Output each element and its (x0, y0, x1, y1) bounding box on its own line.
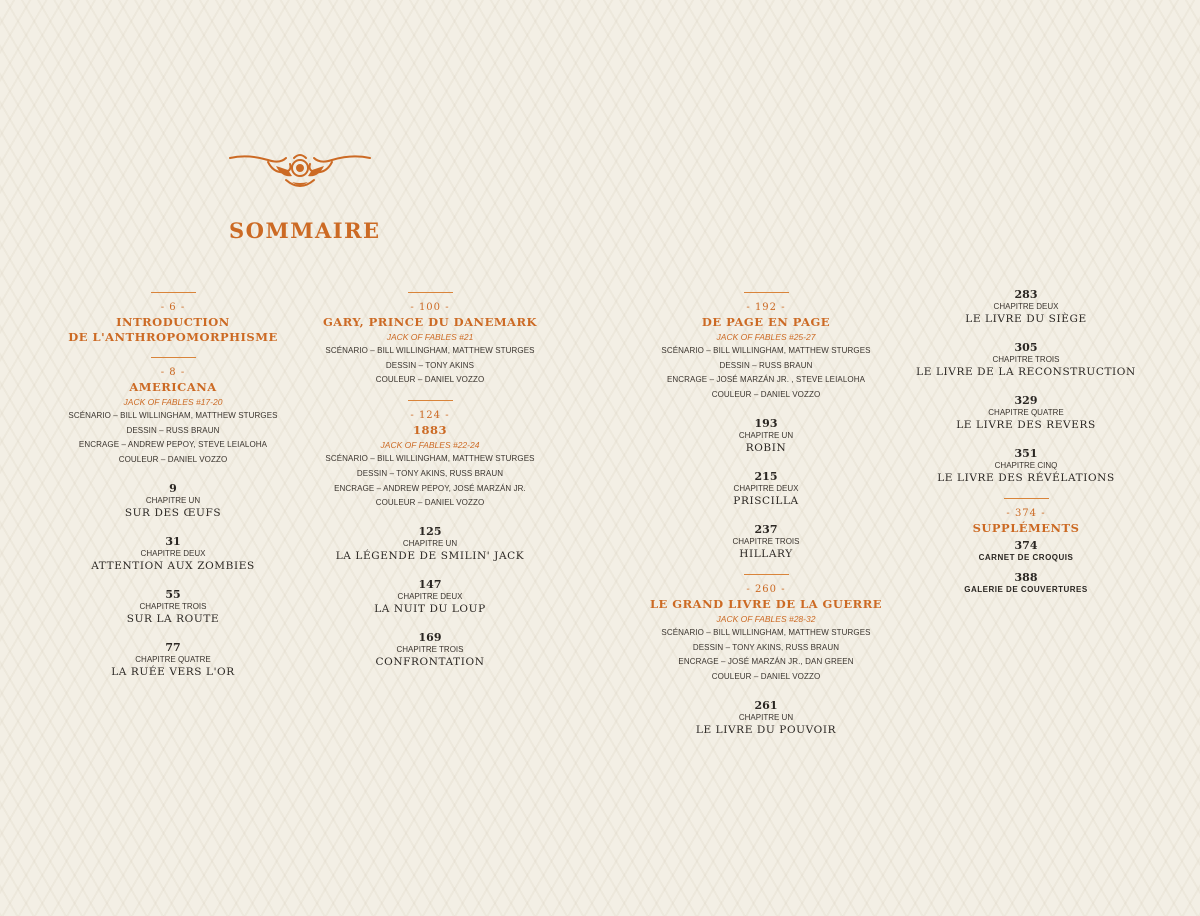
chapter-entry (640, 523, 892, 562)
chapter-label: CHAPITRE QUATRE (135, 654, 211, 664)
credit-line: DESSIN – RUSS BRAUN (126, 425, 220, 435)
divider (1004, 498, 1049, 499)
toc-section-intro (58, 292, 288, 345)
credit-line: DESSIN – TONY AKINS, RUSS BRAUN (356, 468, 504, 478)
chapter-entry (912, 341, 1140, 380)
supplement-label: GALERIE DE COUVERTURES (964, 585, 1088, 594)
section-page: - 192 - (746, 302, 786, 313)
series-label: JACK OF FABLES #25-27 (716, 332, 816, 342)
chapter-page: 125 (418, 524, 442, 538)
chapter-page: 55 (165, 587, 181, 601)
credit-line: ENCRAGE – JOSÉ MARZÁN JR. , STEVE LEIALOHA (666, 375, 866, 385)
page-title: SOMMAIRE (229, 218, 381, 243)
chapter-entry (640, 470, 892, 509)
section-title: SUPPLÉMENTS (972, 521, 1080, 535)
chapter-entry (640, 417, 892, 456)
credit-line: COULEUR – DANIEL VOZZO (711, 671, 821, 681)
chapter-label: CHAPITRE DEUX (140, 548, 206, 558)
chapter-entry (58, 641, 288, 680)
chapter-entry (310, 631, 550, 670)
chapter-entry (640, 699, 892, 738)
chapter-title: LE LIVRE DES RÉVÉLATIONS (937, 472, 1115, 484)
chapter-page: 77 (165, 640, 181, 654)
section-title: DE PAGE EN PAGE (701, 315, 831, 329)
chapter-page: 329 (1014, 394, 1038, 407)
chapter-label: CHAPITRE CINQ (994, 461, 1058, 470)
chapter-label: CHAPITRE TROIS (992, 355, 1060, 364)
supplement-label: CARNET DE CROQUIS (978, 553, 1074, 562)
series-label: JACK OF FABLES #28-32 (716, 613, 816, 624)
credit-line: DESSIN – RUSS BRAUN (719, 360, 813, 370)
chapter-label: CHAPITRE DEUX (397, 591, 463, 601)
chapter-page: 31 (165, 534, 181, 548)
chapter-label: CHAPITRE UN (402, 538, 458, 548)
chapter-label: CHAPITRE DEUX (733, 483, 799, 493)
credit-line: DESSIN – TONY AKINS (385, 360, 475, 370)
divider (744, 574, 789, 575)
chapter-page: 147 (418, 577, 442, 591)
chapter-label: CHAPITRE UN (738, 712, 794, 722)
chapter-page: 351 (1014, 447, 1038, 460)
series-label: JACK OF FABLES #21 (386, 332, 474, 342)
credit-line: SCÉNARIO – BILL WILLINGHAM, MATTHEW STURGES (68, 411, 278, 420)
section-title: 1883 (412, 423, 447, 438)
toc-column-4 (912, 288, 1140, 595)
credit-line: ENCRAGE – ANDREW PEPOY, STEVE LEIALOHA (78, 440, 268, 450)
toc-column-1 (58, 288, 288, 680)
toc-section-1883 (310, 400, 550, 511)
chapter-entry (58, 535, 288, 574)
credit-line: COULEUR – DANIEL VOZZO (711, 390, 821, 400)
chapter-entry (912, 447, 1140, 486)
section-title: GARY, PRINCE DU DANEMARK (322, 315, 538, 329)
chapter-title: SUR LA ROUTE (126, 612, 220, 625)
supplement-entry (912, 571, 1140, 595)
credit-line: SCÉNARIO – BILL WILLINGHAM, MATTHEW STURGES (325, 454, 535, 464)
chapter-entry (310, 578, 550, 617)
divider (408, 400, 453, 401)
chapter-title: LE LIVRE DU SIÈGE (965, 313, 1087, 325)
chapter-title: LE LIVRE DE LA RECONSTRUCTION (916, 366, 1136, 378)
chapter-page: 215 (754, 469, 778, 483)
chapter-label: CHAPITRE TROIS (139, 601, 207, 611)
chapter-title: ATTENTION AUX ZOMBIES (91, 559, 255, 572)
chapter-entry (58, 588, 288, 627)
toc-column-2 (310, 288, 550, 670)
toc-section-americana (58, 357, 288, 468)
chapter-page: 9 (169, 481, 177, 495)
toc-section-page-en-page (640, 292, 892, 403)
series-label: JACK OF FABLES #22-24 (380, 440, 480, 451)
chapter-label: CHAPITRE UN (145, 495, 201, 505)
toc-column-3 (640, 288, 892, 738)
credit-line: COULEUR – DANIEL VOZZO (375, 375, 485, 385)
credit-line: DESSIN – TONY AKINS, RUSS BRAUN (692, 642, 840, 652)
credit-line: SCÉNARIO – BILL WILLINGHAM, MATTHEW STURGES (661, 346, 871, 355)
chapter-title: LA RUÉE VERS L'OR (111, 665, 235, 678)
chapter-title: ROBIN (745, 441, 787, 454)
credit-line: COULEUR – DANIEL VOZZO (118, 455, 228, 465)
divider (151, 357, 196, 358)
supplement-page: 374 (1014, 539, 1038, 552)
credit-line: ENCRAGE – ANDREW PEPOY, JOSÉ MARZÁN JR. (334, 483, 526, 493)
chapter-label: CHAPITRE TROIS (732, 536, 800, 546)
chapter-entry (912, 288, 1140, 327)
chapter-title: LE LIVRE DU POUVOIR (695, 723, 837, 736)
section-title: LE GRAND LIVRE DE LA GUERRE (649, 596, 883, 611)
credit-line: COULEUR – DANIEL VOZZO (375, 498, 485, 508)
chapter-entry (310, 525, 550, 564)
chapter-label: CHAPITRE TROIS (396, 644, 464, 654)
chapter-entry (58, 482, 288, 521)
section-page: - 100 - (410, 302, 450, 313)
chapter-label: CHAPITRE UN (738, 430, 794, 440)
chapter-page: 283 (1014, 288, 1038, 301)
section-title: AMERICANA (129, 380, 217, 394)
toc-section-gary (310, 292, 550, 388)
ornament-flourish (228, 150, 372, 194)
chapter-label: CHAPITRE DEUX (993, 302, 1059, 311)
divider (151, 292, 196, 293)
chapter-title: HILLARY (739, 547, 793, 560)
toc-section-supplements (912, 498, 1140, 536)
supplement-entry (912, 539, 1140, 563)
section-page: - 8 - (160, 367, 186, 378)
chapter-page: 169 (418, 630, 442, 644)
divider (744, 292, 789, 293)
chapter-page: 237 (754, 522, 778, 536)
chapter-title: SUR DES ŒUFS (124, 506, 222, 519)
section-title: INTRODUCTION (116, 315, 230, 329)
credit-line: SCÉNARIO – BILL WILLINGHAM, MATTHEW STURGES (661, 627, 871, 637)
credit-line: ENCRAGE – JOSÉ MARZÁN JR., DAN GREEN (678, 657, 854, 667)
section-page: - 6 - (160, 302, 186, 313)
chapter-page: 261 (754, 698, 778, 712)
chapter-title: CONFRONTATION (375, 655, 485, 668)
chapter-entry (912, 394, 1140, 433)
section-page: - 260 - (746, 583, 786, 595)
section-page: - 374 - (1006, 508, 1046, 519)
chapter-page: 305 (1014, 341, 1038, 354)
divider (408, 292, 453, 293)
chapter-title: LE LIVRE DES REVERS (956, 419, 1096, 431)
chapter-title: PRISCILLA (733, 494, 799, 507)
toc-section-guerre (640, 574, 892, 685)
chapter-title: LA NUIT DU LOUP (374, 602, 486, 615)
credit-line: SCÉNARIO – BILL WILLINGHAM, MATTHEW STURGES (325, 346, 535, 355)
section-page: - 124 - (410, 410, 450, 422)
series-label: JACK OF FABLES #17-20 (123, 397, 223, 407)
chapter-label: CHAPITRE QUATRE (988, 408, 1064, 417)
section-title: DE L'ANTHROPOMORPHISME (68, 330, 278, 344)
chapter-page: 193 (754, 416, 778, 430)
chapter-title: LA LÉGENDE DE SMILIN' JACK (335, 549, 525, 562)
supplement-page: 388 (1014, 571, 1038, 584)
